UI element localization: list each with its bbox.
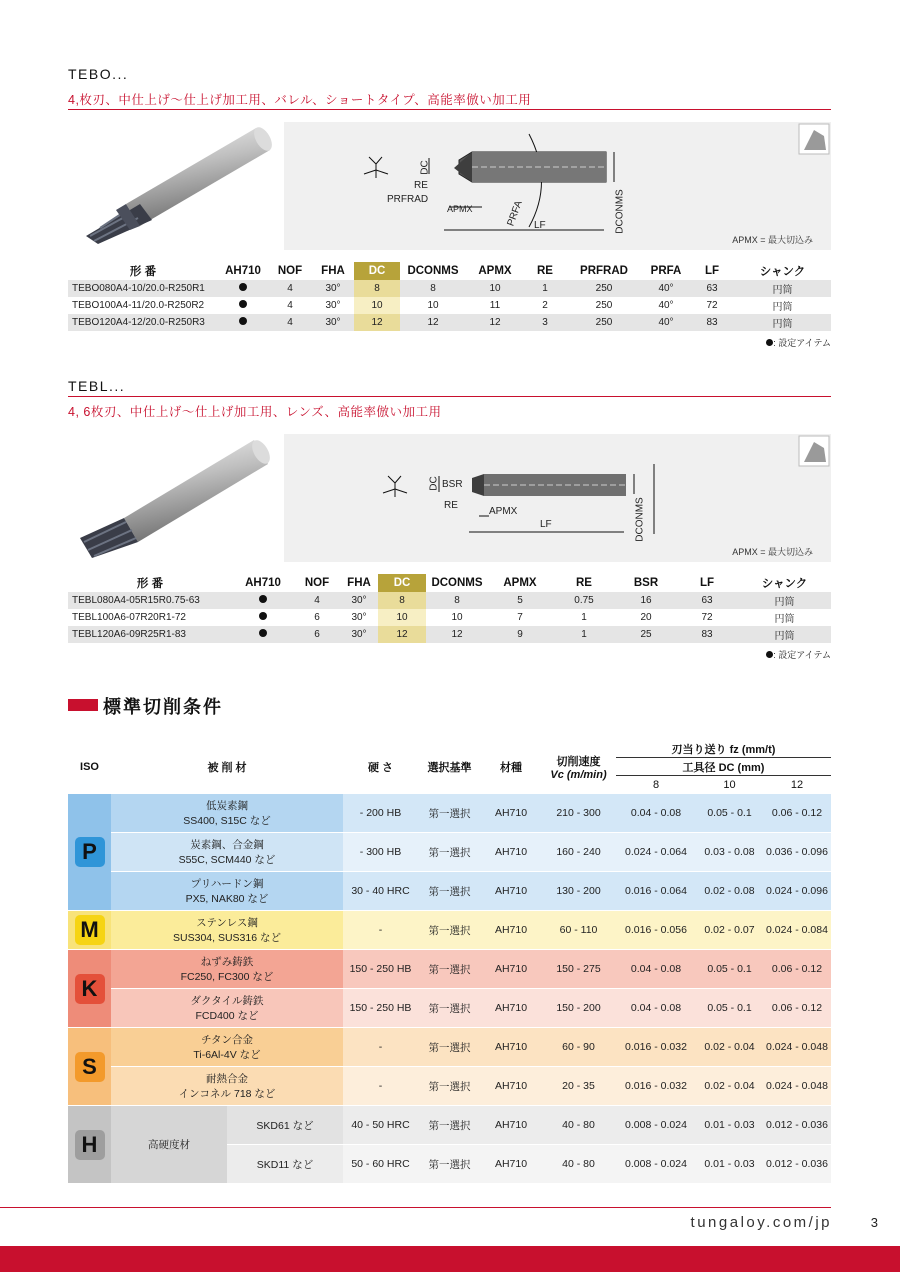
cell-criteria: 第一選択 — [418, 794, 481, 833]
th-re: RE — [537, 265, 553, 277]
cell-dconms: 8 — [426, 592, 488, 609]
cell-model: TEBO120A4-12/20.0-R250R3 — [68, 314, 218, 331]
cell-f8: 0.024 - 0.064 — [616, 833, 696, 872]
cell-fha: 30° — [340, 626, 378, 643]
cell-vc: 40 - 80 — [541, 1145, 616, 1184]
material-name: 低炭素鋼 — [206, 800, 248, 812]
material-name: プリハードン鋼 — [190, 878, 264, 890]
th-d10: 10 — [723, 779, 736, 791]
cell-grade: AH710 — [481, 950, 541, 989]
cell-lf: 83 — [690, 314, 734, 331]
cell-f10: 0.01 - 0.03 — [696, 1106, 763, 1145]
th-grade: AH710 — [245, 577, 281, 589]
cutting-conditions-table — [68, 740, 831, 1184]
cell-f8: 0.04 - 0.08 — [616, 989, 696, 1028]
th-apmx: APMX — [478, 265, 512, 277]
cell-hardness: - — [343, 1028, 418, 1067]
table-row — [68, 280, 831, 297]
cell-hardness: 150 - 250 HB — [343, 950, 418, 989]
th-model: 形 番 — [136, 578, 164, 590]
tebo-section-description: 4,枚刃、中仕上げ～仕上げ加工用、バレル、ショートタイプ、高能率倣い加工用 — [68, 93, 532, 107]
cell-dconms: 10 — [451, 612, 463, 623]
legend-text: : 設定アイテム — [773, 650, 831, 660]
table-row — [68, 872, 831, 911]
tebo-label-prfa: PRFA — [505, 199, 525, 228]
cell-dconms: 10 — [427, 300, 439, 311]
footer-url[interactable]: tungaloy.com/jp — [690, 1214, 832, 1231]
cell-vc: 130 - 200 — [541, 872, 616, 911]
cell-f12: 0.06 - 0.12 — [763, 794, 831, 833]
cell-model: TEBO100A4-11/20.0-R250R2 — [72, 300, 205, 311]
iso-m-cell — [68, 911, 111, 950]
table-row — [68, 297, 831, 314]
iso-k-cell — [68, 950, 111, 1028]
cell-lf: 72 — [706, 300, 718, 311]
cell-prfrad: 250 — [566, 314, 642, 331]
cell-criteria: 第一選択 — [418, 1106, 481, 1145]
th-dconms: DCONMS — [431, 577, 483, 589]
cell-f12: 0.024 - 0.084 — [763, 911, 831, 950]
stock-dot — [218, 280, 268, 297]
cell-criteria: 第一選択 — [418, 872, 481, 911]
tebl-tool-image — [68, 434, 280, 562]
cell-f10: 0.02 - 0.04 — [696, 1067, 763, 1106]
iso-h-cell — [68, 1106, 111, 1184]
iso-h-badge: H — [75, 1130, 105, 1160]
cell-model: TEBL120A6-09R25R1-83 — [68, 626, 232, 643]
tebo-dimension-diagram — [284, 122, 831, 250]
cell-shank: 円筒 — [738, 592, 831, 609]
cell-f10: 0.02 - 0.04 — [696, 1028, 763, 1067]
tebl-label-bsr: BSR — [442, 479, 463, 490]
cell-grade: AH710 — [481, 989, 541, 1028]
cell-f8: 0.016 - 0.032 — [616, 1028, 696, 1067]
cell-criteria: 第一選択 — [418, 989, 481, 1028]
cell-f12: 0.06 - 0.12 — [763, 950, 831, 989]
th-prfa: PRFA — [650, 265, 682, 277]
cell-vc: 210 - 300 — [541, 794, 616, 833]
cell-re: 1 — [524, 280, 566, 297]
table-row — [68, 1106, 831, 1145]
cell-criteria: 第一選択 — [418, 1067, 481, 1106]
material-examples: S55C, SCM440 など — [178, 854, 276, 866]
th-lf: LF — [699, 577, 715, 589]
cell-vc: 60 - 110 — [541, 911, 616, 950]
tebo-section-code: TEBO... — [68, 66, 129, 82]
cell-hardness: - — [343, 1067, 418, 1106]
tebl-apmx-note: APMX = 最大切込み — [732, 547, 813, 557]
th-fha: FHA — [347, 577, 371, 589]
th-nof: NOF — [277, 265, 303, 277]
cell-vc: 60 - 90 — [541, 1028, 616, 1067]
iso-s-cell — [68, 1028, 111, 1106]
tebl-label-dc: DC — [428, 476, 440, 491]
cell-f8: 0.008 - 0.024 — [616, 1145, 696, 1184]
cell-re: 2 — [542, 300, 548, 311]
table-row — [68, 609, 831, 626]
cell-f10: 0.01 - 0.03 — [696, 1145, 763, 1184]
tebo-label-prfrad: PRFRAD — [387, 194, 429, 205]
cell-material — [111, 1028, 343, 1067]
th-grade: AH710 — [225, 265, 261, 277]
cell-f8: 0.04 - 0.08 — [616, 950, 696, 989]
tebo-legend — [766, 336, 831, 349]
th-feed-title: 刃当り送り fz (mm/t) — [616, 740, 831, 758]
th-diam-title: 工具径 DC (mm) — [616, 758, 831, 776]
cell-lf: 63 — [690, 280, 734, 297]
cell-f12: 0.024 - 0.048 — [763, 1067, 831, 1106]
cell-apmx: 7 — [517, 612, 523, 623]
th-d8: 8 — [652, 779, 660, 791]
cell-material — [111, 794, 343, 833]
table-row — [68, 989, 831, 1028]
cell-vc: 150 - 200 — [541, 989, 616, 1028]
cell-vc: 150 - 275 — [541, 950, 616, 989]
table-row — [68, 911, 831, 950]
cell-material — [111, 1067, 343, 1106]
tebo-header-row — [68, 262, 831, 280]
th-dc: DC — [378, 574, 426, 592]
cell-f12: 0.036 - 0.096 — [763, 833, 831, 872]
cell-hardness: 50 - 60 HRC — [343, 1145, 418, 1184]
table-row — [68, 833, 831, 872]
cell-fha: 30° — [351, 612, 367, 623]
table-row — [68, 950, 831, 989]
tebo-divider — [68, 109, 831, 110]
tebo-label-apmx: APMX — [447, 204, 473, 214]
material-examples: FC250, FC300 など — [180, 971, 274, 983]
material-examples: SUS304, SUS316 など — [173, 932, 281, 944]
cell-fha: 30° — [312, 280, 354, 297]
iso-p-badge: P — [75, 837, 105, 867]
cell-shank: 円筒 — [772, 302, 793, 313]
cell-bsr: 16 — [616, 592, 676, 609]
cell-shank: 円筒 — [734, 280, 831, 297]
cell-f10: 0.05 - 0.1 — [696, 989, 763, 1028]
footer-bar — [0, 1246, 900, 1272]
stock-dot — [232, 592, 294, 609]
th-lf: LF — [704, 265, 720, 277]
tebo-label-re: RE — [414, 180, 428, 191]
th-bsr: BSR — [633, 577, 659, 589]
th-dconms: DCONMS — [407, 265, 459, 277]
cell-fha: 30° — [312, 314, 354, 331]
cell-material: SKD61 など — [227, 1106, 343, 1145]
cell-material — [111, 911, 343, 950]
cell-material — [111, 989, 343, 1028]
cell-dc: 8 — [354, 280, 400, 297]
th-prfrad: PRFRAD — [580, 265, 628, 277]
tebl-label-lf: LF — [540, 519, 552, 530]
material-examples: FCD400 など — [195, 1010, 259, 1022]
cell-hardness: 40 - 50 HRC — [343, 1106, 418, 1145]
table-row — [68, 1067, 831, 1106]
cell-f12: 0.06 - 0.12 — [763, 989, 831, 1028]
tebl-dimension-diagram — [284, 434, 831, 562]
cell-material — [111, 833, 343, 872]
cell-grade: AH710 — [481, 872, 541, 911]
material-examples: Ti-6Al-4V など — [193, 1049, 261, 1061]
stock-dot — [232, 626, 294, 643]
cell-shank: 円筒 — [738, 626, 831, 643]
page-number: 3 — [870, 1215, 878, 1230]
cell-f12: 0.024 - 0.096 — [763, 872, 831, 911]
th-model: 形 番 — [129, 266, 157, 278]
cell-shank: 円筒 — [774, 614, 795, 625]
footer-divider — [0, 1207, 831, 1208]
material-name: 炭素鋼、合金鋼 — [190, 839, 264, 851]
cell-grade: AH710 — [481, 833, 541, 872]
table-row — [68, 592, 831, 609]
tebl-section-code: TEBL... — [68, 378, 126, 394]
table-row — [68, 314, 831, 331]
table-row — [68, 626, 831, 643]
cell-nof: 6 — [294, 626, 340, 643]
cell-grade: AH710 — [481, 1067, 541, 1106]
cell-prfa: 40° — [642, 314, 690, 331]
cell-shank: 円筒 — [734, 314, 831, 331]
cell-material — [111, 872, 343, 911]
cell-prfa: 40° — [642, 280, 690, 297]
cell-f8: 0.016 - 0.032 — [616, 1067, 696, 1106]
cell-hardness: 150 - 250 HB — [343, 989, 418, 1028]
speed-line1: 切削速度 — [556, 756, 601, 768]
th-d12: 12 — [790, 779, 804, 791]
th-dc: DC — [354, 262, 400, 280]
cell-re: 3 — [524, 314, 566, 331]
cell-criteria: 第一選択 — [418, 833, 481, 872]
th-re: RE — [576, 577, 592, 589]
cell-hardness: - — [343, 911, 418, 950]
cell-fha: 30° — [340, 592, 378, 609]
iso-p-cell — [68, 794, 111, 911]
cell-f10: 0.02 - 0.07 — [696, 911, 763, 950]
tebo-spec-table — [68, 262, 831, 331]
tebo-label-dc: DC — [419, 160, 431, 175]
cell-grade: AH710 — [481, 1028, 541, 1067]
cell-hardness: 30 - 40 HRC — [343, 872, 418, 911]
cell-criteria: 第一選択 — [418, 950, 481, 989]
cell-nof: 4 — [268, 280, 312, 297]
speed-line2: Vc (m/min) — [550, 769, 607, 781]
cell-apmx: 10 — [466, 280, 524, 297]
cell-apmx: 5 — [488, 592, 552, 609]
legend-text: : 設定アイテム — [773, 338, 831, 348]
cell-f8: 0.016 - 0.056 — [616, 911, 696, 950]
cell-vc: 20 - 35 — [541, 1067, 616, 1106]
stock-dot — [218, 297, 268, 314]
cell-hardness: - 300 HB — [343, 833, 418, 872]
tebl-section-description: 4, 6枚刃、中仕上げ～仕上げ加工用、レンズ、高能率倣い加工用 — [68, 405, 442, 419]
cell-hardness: - 200 HB — [343, 794, 418, 833]
th-material: 被 削 材 — [207, 762, 247, 774]
tebo-label-dconms: DCONMS — [614, 189, 626, 234]
cell-dconms: 12 — [426, 626, 488, 643]
cell-prfa: 40° — [658, 300, 674, 311]
cell-f12: 0.012 - 0.036 — [763, 1145, 831, 1184]
th-grade: 材種 — [500, 762, 522, 774]
cell-lf: 72 — [701, 612, 713, 623]
material-examples: SS400, S15C など — [183, 815, 271, 827]
cell-lf: 83 — [676, 626, 738, 643]
cell-prfrad: 250 — [566, 280, 642, 297]
cell-f8: 0.04 - 0.08 — [616, 794, 696, 833]
cell-dc: 10 — [354, 297, 400, 314]
table-row — [68, 1028, 831, 1067]
iso-k-badge: K — [75, 974, 105, 1004]
material-name: ねずみ鋳鉄 — [200, 956, 254, 968]
material-examples: PX5, NAK80 など — [185, 893, 269, 905]
th-apmx: APMX — [503, 577, 537, 589]
conditions-title: 標準切削条件 — [103, 697, 223, 717]
cell-re: 1 — [581, 612, 587, 623]
cell-prfrad: 250 — [595, 300, 613, 311]
cell-f10: 0.05 - 0.1 — [696, 950, 763, 989]
material-name: チタン合金 — [201, 1034, 253, 1046]
cell-criteria: 第一選択 — [418, 1028, 481, 1067]
cell-bsr: 20 — [640, 612, 652, 623]
tebl-legend — [766, 648, 831, 661]
cell-nof: 4 — [294, 592, 340, 609]
cell-lf: 63 — [676, 592, 738, 609]
cell-dc: 8 — [378, 592, 426, 609]
cell-grade: AH710 — [481, 794, 541, 833]
conditions-header-row-1 — [68, 740, 831, 758]
material-name: ダクタイル鋳鉄 — [190, 995, 264, 1007]
section-marker — [68, 699, 98, 711]
cell-grade: AH710 — [481, 1106, 541, 1145]
stock-dot — [218, 314, 268, 331]
cell-nof: 6 — [314, 612, 320, 623]
th-shank: シャンク — [761, 578, 808, 590]
tebo-label-lf: LF — [534, 220, 546, 231]
cell-material-group: 高硬度材 — [111, 1106, 227, 1184]
cell-apmx: 9 — [488, 626, 552, 643]
cell-model: TEBL100A6-07R20R1-72 — [72, 612, 186, 623]
cell-dc: 10 — [378, 609, 426, 626]
cell-f8: 0.008 - 0.024 — [616, 1106, 696, 1145]
th-fha: FHA — [321, 265, 345, 277]
cell-vc: 160 - 240 — [541, 833, 616, 872]
cell-nof: 4 — [268, 314, 312, 331]
th-nof: NOF — [304, 577, 330, 589]
cell-bsr: 25 — [616, 626, 676, 643]
tebl-divider — [68, 396, 831, 397]
tebl-label-re: RE — [444, 500, 458, 511]
cell-dconms: 8 — [400, 280, 466, 297]
cell-re: 1 — [552, 626, 616, 643]
tebl-spec-table — [68, 574, 831, 643]
cell-criteria: 第一選択 — [418, 1145, 481, 1184]
cell-model: TEBO080A4-10/20.0-R250R1 — [68, 280, 218, 297]
material-name: ステンレス鋼 — [196, 917, 258, 929]
cell-f10: 0.03 - 0.08 — [696, 833, 763, 872]
cell-grade: AH710 — [481, 1145, 541, 1184]
th-iso: ISO — [80, 761, 99, 773]
cell-model: TEBL080A4-05R15R0.75-63 — [68, 592, 232, 609]
cell-dconms: 12 — [400, 314, 466, 331]
cell-material — [111, 950, 343, 989]
cell-re: 0.75 — [552, 592, 616, 609]
cell-vc: 40 - 80 — [541, 1106, 616, 1145]
th-criteria: 選択基準 — [427, 762, 472, 774]
cell-dc: 12 — [378, 626, 426, 643]
cell-apmx: 12 — [466, 314, 524, 331]
tebo-tool-image — [68, 122, 280, 250]
material-examples: インコネル 718 など — [178, 1088, 276, 1100]
cell-criteria: 第一選択 — [418, 911, 481, 950]
th-shank: シャンク — [759, 266, 806, 278]
tebl-header-row — [68, 574, 831, 592]
table-row — [68, 794, 831, 833]
cell-grade: AH710 — [481, 911, 541, 950]
cell-f10: 0.02 - 0.08 — [696, 872, 763, 911]
tebo-apmx-note: APMX = 最大切込み — [732, 235, 813, 245]
stock-dot — [232, 609, 294, 626]
th-speed — [541, 740, 616, 794]
material-name: 耐熱合金 — [206, 1073, 248, 1085]
cell-f12: 0.024 - 0.048 — [763, 1028, 831, 1067]
cell-f12: 0.012 - 0.036 — [763, 1106, 831, 1145]
th-hardness: 硬 さ — [367, 762, 394, 774]
cell-f10: 0.05 - 0.1 — [696, 794, 763, 833]
tebl-label-apmx: APMX — [489, 506, 518, 517]
cell-dc: 12 — [354, 314, 400, 331]
cell-material: SKD11 など — [227, 1145, 343, 1184]
cell-f8: 0.016 - 0.064 — [616, 872, 696, 911]
cell-apmx: 11 — [489, 300, 501, 311]
tebl-label-dconms: DCONMS — [634, 497, 646, 542]
iso-m-badge: M — [75, 915, 105, 945]
cell-nof: 4 — [287, 300, 293, 311]
iso-s-badge: S — [75, 1052, 105, 1082]
cell-fha: 30° — [325, 300, 341, 311]
